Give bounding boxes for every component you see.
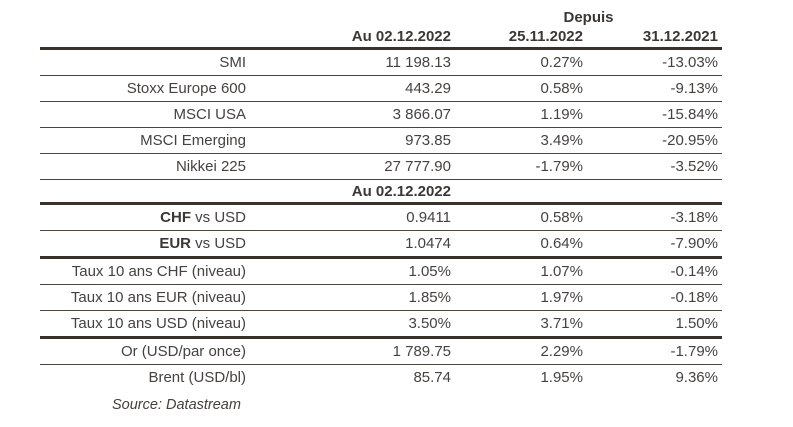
value-current: 973.85 xyxy=(405,132,451,149)
value-change-week: 0.58% xyxy=(540,80,583,97)
value-change-week: 0.27% xyxy=(540,54,583,71)
group-header-row xyxy=(40,4,722,26)
table-row-or xyxy=(40,339,722,365)
value-change-ytd: -7.90% xyxy=(670,235,718,252)
row-label-rest: vs USD xyxy=(190,209,246,226)
value-current: 1.85% xyxy=(408,289,451,306)
value-current: 0.9411 xyxy=(406,209,451,226)
column-header-current: Au 02.12.2022 xyxy=(351,28,451,45)
value-change-ytd: 9.36% xyxy=(675,369,718,386)
row-label: SMI xyxy=(219,54,246,71)
source-note: Source: Datastream xyxy=(112,397,241,413)
table-row-msci-emerging xyxy=(40,128,722,154)
value-change-week: 2.29% xyxy=(540,343,583,360)
row-label: MSCI Emerging xyxy=(140,132,246,149)
value-change-ytd: -3.18% xyxy=(670,209,718,226)
row-label: MSCI USA xyxy=(173,106,246,123)
row-label xyxy=(40,209,250,226)
value-change-ytd: -0.14% xyxy=(670,263,718,280)
section-header-date: Au 02.12.2022 xyxy=(351,182,451,200)
value-current: 27 777.90 xyxy=(384,158,451,175)
row-label: Stoxx Europe 600 xyxy=(126,80,246,97)
value-current: 11 198.13 xyxy=(385,54,451,71)
section-header-row xyxy=(40,180,722,205)
value-change-ytd: -0.18% xyxy=(670,289,718,306)
table-row-smi xyxy=(40,50,722,76)
value-change-week: -1.79% xyxy=(535,158,583,175)
table-row-brent xyxy=(40,365,722,390)
value-change-week: 3.71% xyxy=(540,315,583,332)
value-change-ytd: -13.03% xyxy=(662,54,718,71)
row-label: Or (USD/par once) xyxy=(120,343,246,360)
value-change-week: 3.49% xyxy=(540,132,583,149)
value-change-ytd: 1.50% xyxy=(675,315,718,332)
row-label xyxy=(40,235,250,252)
value-current: 85.74 xyxy=(413,369,451,386)
group-header-depuis: Depuis xyxy=(563,9,614,26)
table-row-taux-eur xyxy=(40,285,722,311)
column-header-ytd: 31.12.2021 xyxy=(642,28,718,45)
table-row-taux-usd xyxy=(40,311,722,339)
market-data-table xyxy=(40,4,722,413)
row-label: Taux 10 ans USD (niveau) xyxy=(70,315,246,332)
table-row-eur-usd xyxy=(40,231,722,259)
row-label: Brent (USD/bl) xyxy=(148,369,246,386)
value-current: 1 789.75 xyxy=(392,343,451,360)
column-header-row xyxy=(40,26,722,50)
row-label: Taux 10 ans CHF (niveau) xyxy=(71,263,246,280)
value-change-week: 1.07% xyxy=(540,263,583,280)
table-row-chf-usd xyxy=(40,205,722,231)
row-label-rest: vs USD xyxy=(190,235,246,252)
table-row-msci-usa xyxy=(40,102,722,128)
value-change-week: 0.58% xyxy=(540,209,583,226)
row-label-currency: EUR xyxy=(159,235,191,252)
value-change-week: 1.19% xyxy=(540,106,583,123)
row-label: Nikkei 225 xyxy=(175,158,246,175)
value-change-week: 1.95% xyxy=(540,369,583,386)
value-current: 3.50% xyxy=(408,315,451,332)
row-label-currency: CHF xyxy=(160,209,191,226)
value-change-ytd: -20.95% xyxy=(662,132,718,149)
value-current: 1.05% xyxy=(408,263,451,280)
value-change-ytd: -1.79% xyxy=(670,343,718,360)
value-change-week: 1.97% xyxy=(540,289,583,306)
value-change-ytd: -15.84% xyxy=(662,106,718,123)
row-label: Taux 10 ans EUR (niveau) xyxy=(70,289,246,306)
value-current: 1.0474 xyxy=(405,235,451,252)
table-row-nikkei xyxy=(40,154,722,180)
value-change-ytd: -3.52% xyxy=(670,158,718,175)
table-row-taux-chf xyxy=(40,259,722,285)
value-change-week: 0.64% xyxy=(540,235,583,252)
table-row-stoxx xyxy=(40,76,722,102)
column-header-week: 25.11.2022 xyxy=(508,28,583,45)
value-current: 443.29 xyxy=(405,80,451,97)
value-current: 3 866.07 xyxy=(392,106,451,123)
value-change-ytd: -9.13% xyxy=(670,80,718,97)
